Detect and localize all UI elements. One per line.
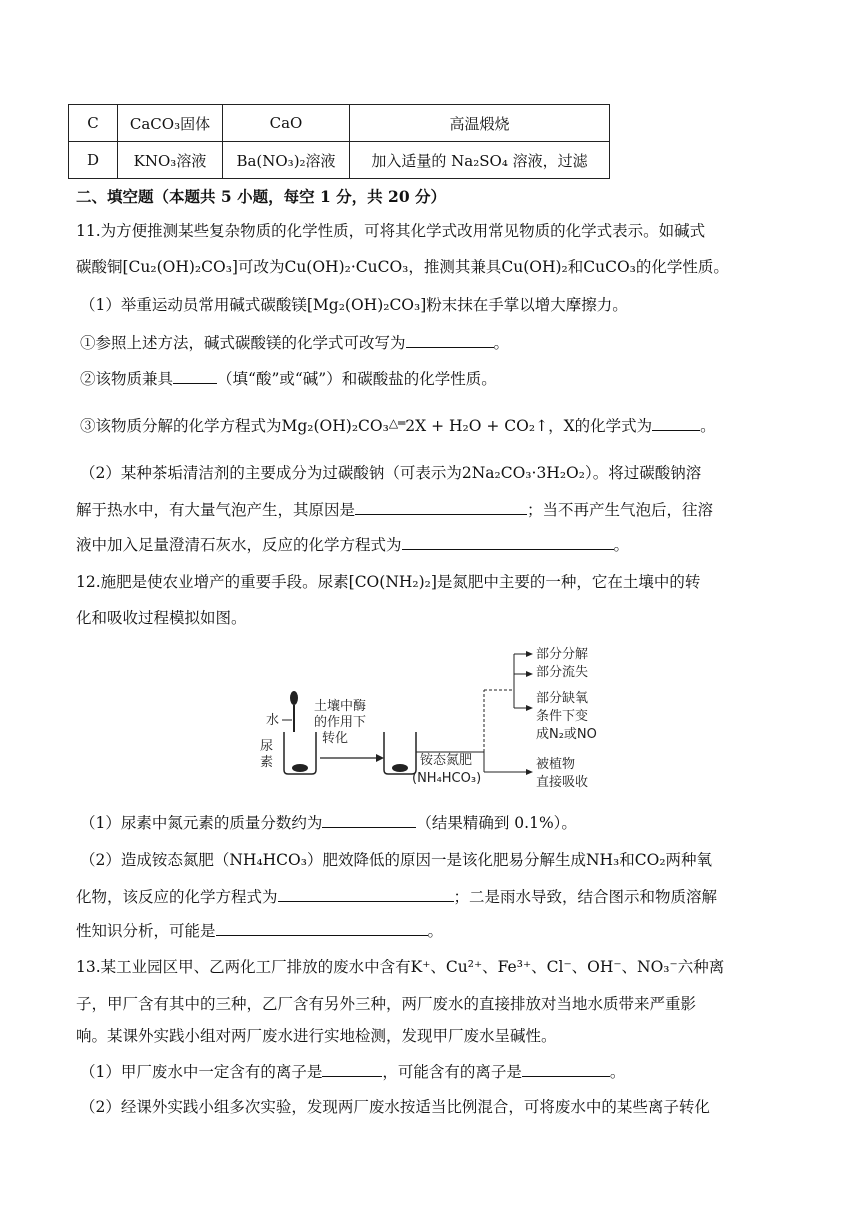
table-row	[69, 105, 610, 142]
q11-sub2-end: （填“酸”或“碱”）和碳酸盐的化学性质。	[217, 370, 497, 388]
q12-sub2-line2	[76, 885, 717, 908]
outcome-absorb-2: 直接吸收	[536, 775, 589, 790]
method-cell: 加入适量的 Na₂SO₄ 溶液，过滤	[350, 142, 610, 179]
section-heading: 二、填空题（本题共 5 小题，每空 1 分，共 20 分）	[76, 187, 447, 206]
answer-blank[interactable]	[278, 885, 454, 902]
q11-sub1-end: 。	[493, 334, 510, 352]
q11-sub3-end: 。	[700, 417, 716, 435]
water-label: 水	[266, 713, 280, 728]
q12-sub1-text: （1）尿素中氮元素的质量分数约为	[80, 814, 323, 832]
answer-blank[interactable]	[406, 331, 494, 348]
arrow-1-head-icon	[376, 754, 384, 762]
fertilizer-solid-icon	[392, 764, 408, 772]
q11-sub3	[80, 412, 716, 437]
arrow-head-icon	[526, 651, 533, 657]
urea-transformation-diagram	[256, 640, 616, 800]
q11-sub3-products: 2X + H₂O + CO₂↑，X的化学式为	[405, 417, 653, 435]
method-cell: 高温煅烧	[350, 105, 610, 142]
answer-blank[interactable]	[652, 414, 700, 431]
q13-sub1-text: （1）甲厂废水中一定含有的离子是	[80, 1063, 323, 1081]
answer-blank[interactable]	[522, 1060, 610, 1077]
answer-blank[interactable]	[355, 498, 527, 515]
outcome-absorb-1: 被植物	[536, 757, 576, 772]
q11-sub2	[80, 367, 497, 390]
q11-part1-intro: （1）举重运动员常用碱式碳酸镁[Mg₂(OH)₂CO₃]粉末抹在手掌以增大摩擦力。	[80, 296, 628, 314]
q11-sub3-text: ③该物质分解的化学方程式为Mg₂(OH)₂CO₃	[80, 417, 389, 435]
fertilizer-label-1: 铵态氮肥	[420, 753, 473, 768]
outcome-anoxic-3: 成N₂或NO	[536, 727, 597, 742]
q12-sub2-line1: （2）造成铵态氮肥（NH₄HCO₃）肥效降低的原因一是该化肥易分解生成NH₃和CO₂两种氧	[80, 851, 713, 869]
q11-part2-intro: （2）某种茶垢清洁剂的主要成分为过碳酸钠（可表示为2Na₂CO₃·3H₂O₂）。将过碳酸钠溶	[80, 464, 702, 482]
q13-line-2: 子，甲厂含有其中的三种，乙厂含有另外三种，两厂废水的直接排放对当地水质带来严重影	[76, 995, 697, 1013]
row-label: D	[69, 142, 118, 179]
answer-blank[interactable]	[402, 533, 614, 550]
q11-sub1-text: ①参照上述方法，碱式碳酸镁的化学式可改写为	[80, 334, 406, 352]
row-label: C	[69, 105, 118, 142]
q11-part2-line2	[76, 498, 713, 521]
arrow-head-icon	[526, 769, 533, 775]
q11-line-2: 碳酸铜[Cu₂(OH)₂CO₃]可改为Cu(OH)₂·CuCO₃，推测其兼具Cu(OH)₂和CuCO₃的化学性质。	[76, 258, 729, 276]
q12-line-1: 12.施肥是使农业增产的重要手段。尿素[CO(NH₂)₂]是氮肥中主要的一种，它在土壤中的转	[76, 573, 701, 591]
q12-sub2-text: 化物，该反应的化学方程式为	[76, 888, 278, 906]
q12-sub2-line3	[76, 919, 443, 942]
enzyme-label-2: 的作用下	[314, 715, 367, 730]
q11-sub1	[80, 331, 509, 354]
q11-part2-text2: 液中加入足量澄清石灰水，反应的化学方程式为	[76, 536, 402, 554]
q13-sub1-end: 。	[609, 1063, 626, 1081]
dropper-bulb-icon	[290, 691, 298, 705]
answer-blank[interactable]	[322, 811, 416, 828]
q13-sub2: （2）经课外实践小组多次实验，发现两厂废水按适当比例混合，可将废水中的某些离子转化	[80, 1098, 710, 1116]
outcome-loss: 部分流失	[536, 665, 589, 680]
impurity-cell: Ba(NO₃)₂溶液	[223, 142, 350, 179]
q12-sub2-text2: 性知识分析，可能是	[76, 922, 216, 940]
answer-blank[interactable]	[216, 919, 428, 936]
q13-sub1-cont: ，可能含有的离子是	[382, 1063, 522, 1081]
arrow-head-icon	[526, 705, 533, 711]
q12-sub2-cont: ；二是雨水导致，结合图示和物质溶解	[453, 888, 718, 906]
q11-sub2-text: ②该物质兼具	[80, 370, 174, 388]
q13-sub1	[80, 1060, 625, 1083]
fertilizer-label-2: (NH₄HCO₃)	[412, 771, 482, 786]
heat-condition: △═	[388, 416, 406, 430]
urea-label-1: 尿	[260, 739, 274, 754]
enzyme-label-3: 转化	[322, 731, 349, 746]
answer-blank[interactable]	[322, 1060, 382, 1077]
q11-part2-text: 解于热水中，有大量气泡产生，其原因是	[76, 501, 356, 519]
answer-blank[interactable]	[173, 367, 217, 384]
q12-sub1-end: （结果精确到 0.1%）。	[416, 814, 577, 832]
q13-line-3: 响。某课外实践小组对两厂废水进行实地检测，发现甲厂废水呈碱性。	[76, 1027, 557, 1045]
q12-sub1	[80, 811, 577, 834]
material-cell: CaCO₃固体	[118, 105, 223, 142]
material-cell: KNO₃溶液	[118, 142, 223, 179]
outcome-anoxic-1: 部分缺氧	[536, 691, 589, 706]
table-row	[69, 142, 610, 179]
q12-line-2: 化和吸收过程模拟如图。	[76, 609, 247, 627]
impurity-cell: CaO	[223, 105, 350, 142]
q13-line-1: 13.某工业园区甲、乙两化工厂排放的废水中含有K⁺、Cu²⁺、Fe³⁺、Cl⁻、OH⁻、NO₃⁻六种离	[76, 958, 725, 976]
urea-label-2: 素	[260, 755, 274, 770]
urea-solid-icon	[292, 764, 308, 772]
q11-part2-cont: ；当不再产生气泡后，往溶	[527, 501, 714, 519]
outcome-decompose: 部分分解	[536, 647, 589, 662]
q11-part2-end: 。	[613, 536, 630, 554]
arrow-head-icon	[526, 671, 533, 677]
q11-part2-line3	[76, 533, 629, 556]
outcome-anoxic-2: 条件下变	[536, 709, 589, 724]
q11-line-1: 11.为方便推测某些复杂物质的化学性质，可将其化学式改用常见物质的化学式表示。如碱式	[76, 222, 706, 240]
options-table	[68, 104, 610, 179]
enzyme-label-1: 土壤中酶	[314, 699, 367, 714]
q12-sub2-end: 。	[427, 922, 444, 940]
